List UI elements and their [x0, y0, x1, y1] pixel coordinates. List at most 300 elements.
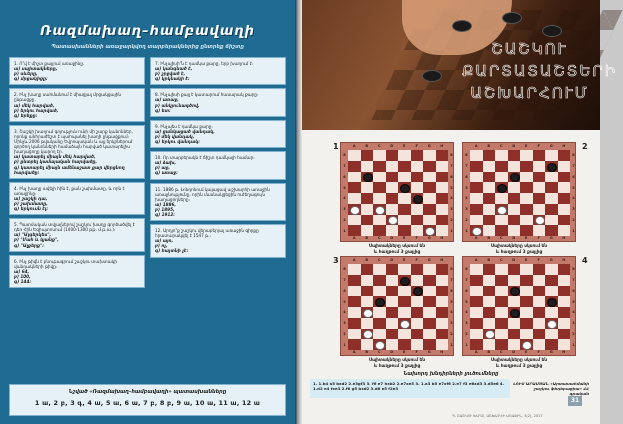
file-label: G — [427, 236, 431, 240]
caption-line: և հաղթում 3 քայլից — [495, 363, 543, 369]
file-label: A — [474, 236, 478, 240]
option: բ) 1895, — [155, 206, 175, 212]
light-square — [533, 339, 546, 350]
file-label: G — [549, 350, 553, 354]
dark-square — [361, 264, 374, 275]
rank-label: 7 — [572, 278, 575, 283]
file-label: C — [499, 258, 503, 262]
caption-line: Սպիտակները սկսում են — [490, 358, 548, 363]
light-square — [373, 329, 386, 340]
rank-label: 3 — [343, 321, 346, 326]
dark-square — [470, 275, 483, 286]
dark-square — [508, 286, 521, 297]
option: գ) հայտնի չէ։ — [155, 248, 189, 254]
white-checker — [522, 341, 532, 350]
file-label: D — [512, 144, 516, 148]
dark-square — [348, 182, 361, 193]
file-labels-top — [470, 258, 570, 263]
dark-square — [508, 215, 521, 226]
file-label: H — [440, 350, 444, 354]
file-label: E — [403, 258, 406, 262]
dark-square — [348, 296, 361, 307]
dark-square — [495, 275, 508, 286]
rank-labels-right — [449, 150, 454, 236]
file-label: G — [427, 258, 431, 262]
rank-label: 5 — [343, 185, 346, 190]
dark-square — [423, 296, 436, 307]
question-3 — [9, 125, 145, 179]
dark-square — [533, 150, 546, 161]
rank-label: 4 — [450, 310, 453, 315]
option: ա) ձախ, — [155, 160, 177, 166]
light-square — [398, 264, 411, 275]
rank-label: 4 — [343, 196, 346, 201]
white-checker — [375, 341, 385, 350]
file-label: C — [499, 350, 503, 354]
option: բ) 100, — [14, 273, 31, 279]
file-label: A — [352, 258, 356, 262]
banner-title: ՇԱՇԿՈՒ ՔԱՐՏԱՏԱՇՏԵՐԻ ԱՇԽԱՐՀՈՒՄ — [462, 40, 618, 102]
white-checker — [535, 216, 545, 225]
option: բ) "Մահ և կյանք", — [14, 237, 59, 243]
file-label: H — [440, 144, 444, 148]
dark-square — [495, 182, 508, 193]
rank-label: 8 — [465, 153, 468, 158]
caption-line: և հաղթում 3 քայլից — [495, 249, 543, 255]
dark-square — [423, 161, 436, 172]
option: գ) 144։ — [14, 279, 32, 284]
file-label: D — [512, 236, 516, 240]
dark-square — [558, 329, 571, 340]
light-square — [545, 193, 558, 204]
light-square — [436, 275, 449, 286]
black-checker — [413, 195, 423, 204]
dark-square — [386, 172, 399, 183]
dark-square — [520, 275, 533, 286]
checker-piece-image — [422, 70, 442, 82]
option: գ) մրցակիցը։ — [14, 76, 48, 82]
rank-label: 8 — [343, 153, 346, 158]
light-square — [470, 286, 483, 297]
author-credit: ԼՈՒՍ ԱՐԱՄՅԱՆ «Արտասահմանի շաշկու ֆեդերացիա» ՀՀ գրական — [513, 381, 589, 396]
rank-label: 2 — [465, 331, 468, 336]
board-grid — [470, 264, 570, 350]
file-label: A — [474, 350, 478, 354]
light-square — [386, 161, 399, 172]
file-label: D — [390, 236, 394, 240]
dark-square — [483, 264, 496, 275]
puzzle-2 — [462, 142, 576, 262]
light-square — [411, 318, 424, 329]
dark-square — [348, 204, 361, 215]
light-square — [545, 286, 558, 297]
rank-label: 1 — [572, 228, 575, 233]
dark-square — [470, 318, 483, 329]
light-square — [411, 225, 424, 236]
light-square — [423, 307, 436, 318]
light-square — [398, 215, 411, 226]
file-label: C — [377, 258, 381, 262]
light-square — [398, 172, 411, 183]
dark-square — [520, 182, 533, 193]
rank-label: 7 — [450, 164, 453, 169]
file-label: E — [525, 258, 528, 262]
dark-square — [348, 318, 361, 329]
option: ա) մեկ հարված, — [14, 102, 55, 108]
dark-square — [558, 286, 571, 297]
dark-square — [558, 264, 571, 275]
light-square — [386, 182, 399, 193]
dark-square — [545, 161, 558, 172]
option: ա) ցանկացած վանդակ, — [155, 128, 215, 134]
light-square — [545, 150, 558, 161]
light-square — [483, 318, 496, 329]
puzzle-number: 2 — [582, 142, 588, 151]
rank-label: 3 — [465, 207, 468, 212]
dark-square — [436, 215, 449, 226]
rank-label: 1 — [450, 342, 453, 347]
dark-square — [411, 150, 424, 161]
light-square — [495, 215, 508, 226]
dark-square — [495, 318, 508, 329]
rank-label: 7 — [450, 278, 453, 283]
light-square — [520, 329, 533, 340]
rank-label: 4 — [450, 196, 453, 201]
option: գ) կրկնակի է։ — [155, 76, 190, 82]
light-square — [423, 193, 436, 204]
dark-square — [411, 172, 424, 183]
rank-label: 3 — [572, 207, 575, 212]
dark-square — [423, 275, 436, 286]
black-checker — [413, 287, 423, 296]
dark-square — [520, 318, 533, 329]
dark-square — [470, 182, 483, 193]
question-1 — [9, 57, 145, 85]
dark-square — [348, 161, 361, 172]
file-label: C — [377, 144, 381, 148]
light-square — [495, 150, 508, 161]
file-label: F — [537, 350, 540, 354]
question-text: 4. Ինչ խաղը ավելի հին է, քան շախմատը, և որն է առաջինը։ — [14, 185, 125, 196]
light-square — [436, 225, 449, 236]
file-label: G — [549, 236, 553, 240]
question-text: 6. Ինչ թիվն է բնութագրում շաշկու տախտակի վանդակների թիվը։ — [14, 258, 118, 269]
question-10 — [150, 151, 286, 179]
checkerboard — [462, 142, 576, 242]
light-square — [398, 307, 411, 318]
light-square — [386, 318, 399, 329]
black-checker — [510, 287, 520, 296]
light-square — [398, 329, 411, 340]
light-square — [558, 182, 571, 193]
light-square — [508, 161, 521, 172]
dark-square — [361, 307, 374, 318]
light-square — [361, 339, 374, 350]
dark-square — [508, 307, 521, 318]
dark-square — [436, 329, 449, 340]
light-square — [558, 204, 571, 215]
question-5 — [9, 218, 145, 251]
rank-label: 8 — [465, 267, 468, 272]
dark-square — [373, 204, 386, 215]
rank-label: 4 — [465, 310, 468, 315]
dark-square — [373, 182, 386, 193]
rank-labels-right — [449, 264, 454, 350]
answers-label: Նշված «Ռազմախաղ–համբավաղի» պատասխանները — [68, 389, 227, 395]
light-square — [386, 225, 399, 236]
dark-square — [508, 150, 521, 161]
light-square — [520, 172, 533, 183]
question-8 — [150, 88, 286, 116]
dark-square — [398, 161, 411, 172]
question-text: 1. Ո՞վ է միշտ քայլում առաջինը․ — [14, 61, 85, 66]
dark-square — [495, 296, 508, 307]
puzzle-3 — [340, 256, 454, 376]
dark-square — [423, 339, 436, 350]
light-square — [558, 296, 571, 307]
light-square — [436, 182, 449, 193]
dark-square — [348, 275, 361, 286]
light-square — [545, 329, 558, 340]
rank-label: 5 — [343, 299, 346, 304]
rank-label: 5 — [465, 185, 468, 190]
board-grid — [348, 150, 448, 236]
puzzle-caption — [340, 244, 454, 255]
option: ա) առաջ, — [155, 97, 179, 103]
light-square — [520, 215, 533, 226]
dark-square — [520, 161, 533, 172]
rank-label: 5 — [572, 299, 575, 304]
white-checker — [547, 320, 557, 329]
option: գ) "Ալքերք"։ — [14, 242, 44, 248]
light-square — [348, 215, 361, 226]
checker-piece-image — [452, 20, 472, 32]
dark-square — [520, 225, 533, 236]
dark-square — [398, 204, 411, 215]
rank-label: 2 — [343, 331, 346, 336]
caption-line: Սպիտակները սկսում են — [490, 244, 548, 249]
light-square — [483, 275, 496, 286]
page-fold — [295, 0, 302, 424]
file-label: G — [549, 258, 553, 262]
dark-square — [533, 172, 546, 183]
light-square — [348, 264, 361, 275]
banner-photo — [302, 0, 618, 130]
rank-label: 2 — [343, 217, 346, 222]
rank-label: 6 — [465, 288, 468, 293]
light-square — [470, 215, 483, 226]
dark-square — [398, 339, 411, 350]
dark-square — [411, 286, 424, 297]
light-square — [495, 172, 508, 183]
light-square — [520, 264, 533, 275]
option: ա) կանգնած է, — [155, 66, 193, 72]
page-subtitle: Պատասխանների առաջարկվող տարբերակներից ընտրեք ճիշտը — [51, 44, 244, 50]
puzzle-4 — [462, 256, 576, 376]
checkerboard — [340, 142, 454, 242]
dark-square — [373, 225, 386, 236]
light-square — [520, 307, 533, 318]
dark-square — [373, 161, 386, 172]
dark-square — [423, 204, 436, 215]
light-square — [361, 296, 374, 307]
light-square — [361, 318, 374, 329]
light-square — [545, 307, 558, 318]
rank-label: 6 — [343, 288, 346, 293]
light-square — [423, 286, 436, 297]
dark-square — [495, 225, 508, 236]
question-4 — [9, 182, 145, 215]
file-label: E — [403, 236, 406, 240]
file-label: B — [365, 236, 369, 240]
puzzle-number: 3 — [333, 256, 339, 265]
light-square — [361, 182, 374, 193]
dark-square — [483, 172, 496, 183]
option: բ) երկու հարված, — [14, 107, 59, 113]
dark-square — [520, 296, 533, 307]
light-square — [411, 296, 424, 307]
puzzle-number: 1 — [333, 142, 339, 151]
rank-label: 1 — [450, 228, 453, 233]
dark-square — [533, 193, 546, 204]
option: գ) կատարել միայն ամենաշատ քար վերցնող հարվածը։ — [14, 164, 125, 175]
file-labels-bottom — [348, 236, 448, 241]
question-text: 3. Շաշկի խաղում գոյություն ունի մի շարք կանոններ, որոնք անհրաժեշտ է պահպանել խաղի ընթացքում։ Մինչև 2006 թվականը Եվրոպական և այլ երկրներում գործող կանոնների համաձայն հարված կատարելիս խաղացողը կարող էր․ — [14, 128, 133, 155]
file-label: A — [474, 144, 478, 148]
question-12 — [150, 224, 286, 257]
dark-square — [348, 339, 361, 350]
option: բ) ընտրել կամայական հարվածը, — [14, 159, 98, 165]
file-label: G — [427, 144, 431, 148]
dark-square — [361, 215, 374, 226]
light-square — [348, 307, 361, 318]
dark-square — [558, 172, 571, 183]
file-label: E — [525, 350, 528, 354]
file-label: G — [549, 144, 553, 148]
black-checker — [400, 277, 410, 286]
light-square — [423, 264, 436, 275]
dark-square — [558, 193, 571, 204]
board-grid — [470, 150, 570, 236]
light-square — [373, 193, 386, 204]
dark-square — [373, 296, 386, 307]
rank-label: 8 — [572, 153, 575, 158]
light-square — [508, 296, 521, 307]
rank-label: 3 — [465, 321, 468, 326]
puzzle-number: 4 — [582, 256, 588, 265]
light-square — [423, 215, 436, 226]
question-2 — [9, 88, 145, 121]
dark-square — [508, 329, 521, 340]
rank-label: 1 — [343, 342, 346, 347]
light-square — [411, 275, 424, 286]
dark-square — [436, 150, 449, 161]
light-square — [533, 296, 546, 307]
black-checker — [363, 173, 373, 182]
dark-square — [558, 150, 571, 161]
dark-square — [508, 193, 521, 204]
file-label: D — [390, 258, 394, 262]
dark-square — [483, 286, 496, 297]
light-square — [495, 264, 508, 275]
dark-square — [411, 193, 424, 204]
dark-square — [533, 329, 546, 340]
dark-square — [386, 150, 399, 161]
dark-square — [423, 318, 436, 329]
light-square — [558, 318, 571, 329]
dark-square — [545, 182, 558, 193]
light-square — [508, 182, 521, 193]
black-checker — [400, 184, 410, 193]
white-checker — [388, 216, 398, 225]
file-label: C — [499, 144, 503, 148]
rank-label: 8 — [572, 267, 575, 272]
light-square — [373, 150, 386, 161]
light-square — [545, 172, 558, 183]
light-square — [386, 339, 399, 350]
light-square — [470, 172, 483, 183]
dark-square — [470, 225, 483, 236]
option: գ) 1912։ — [155, 211, 175, 217]
page-number: 31 — [568, 396, 582, 406]
file-label: G — [427, 350, 431, 354]
light-square — [495, 307, 508, 318]
light-square — [398, 286, 411, 297]
option: բ) սևերը, — [14, 71, 38, 77]
file-label: B — [487, 258, 491, 262]
question-9 — [150, 120, 286, 148]
dark-square — [545, 339, 558, 350]
white-checker — [350, 206, 360, 215]
light-square — [348, 193, 361, 204]
dark-square — [483, 307, 496, 318]
rank-labels-left — [342, 264, 347, 350]
file-label: D — [512, 258, 516, 262]
light-square — [373, 215, 386, 226]
option: ա) այո, — [155, 238, 174, 244]
white-checker — [363, 309, 373, 318]
rank-label: 1 — [465, 342, 468, 347]
page-footer: Պ. ՇԱՇԿՈՒ ԽԱՂԸ, ԱՇԽԱՐՀԻ ԱՌԱՋԻՆ, 3(2), 2017 — [452, 414, 543, 418]
dark-square — [470, 161, 483, 172]
light-square — [423, 329, 436, 340]
light-square — [495, 329, 508, 340]
question-text: 12. Արդյո՞ք շաշկու վերաբերյալ առաջին գիրքը հրատարակվել է 1547 թ․։ — [155, 228, 259, 239]
light-square — [558, 225, 571, 236]
light-square — [373, 264, 386, 275]
dark-square — [411, 264, 424, 275]
file-label: F — [537, 144, 540, 148]
option: բ) աջ, — [155, 165, 170, 171]
rank-labels-right — [571, 150, 576, 236]
right-page — [302, 0, 618, 424]
dark-square — [398, 275, 411, 286]
dark-square — [533, 264, 546, 275]
dark-square — [386, 286, 399, 297]
question-7 — [150, 57, 286, 85]
dark-square — [495, 339, 508, 350]
option: բ) շրջված է, — [155, 71, 186, 77]
dark-square — [361, 193, 374, 204]
dark-square — [520, 204, 533, 215]
rank-label: 3 — [572, 321, 575, 326]
file-label: F — [415, 258, 418, 262]
light-square — [508, 204, 521, 215]
question-text: 7. Ինչպիսի՞ն է դամկա քարը, երբ խաղում է։ — [155, 61, 254, 66]
puzzle-caption — [462, 358, 576, 369]
file-labels-bottom — [470, 236, 570, 241]
rank-label: 3 — [450, 321, 453, 326]
